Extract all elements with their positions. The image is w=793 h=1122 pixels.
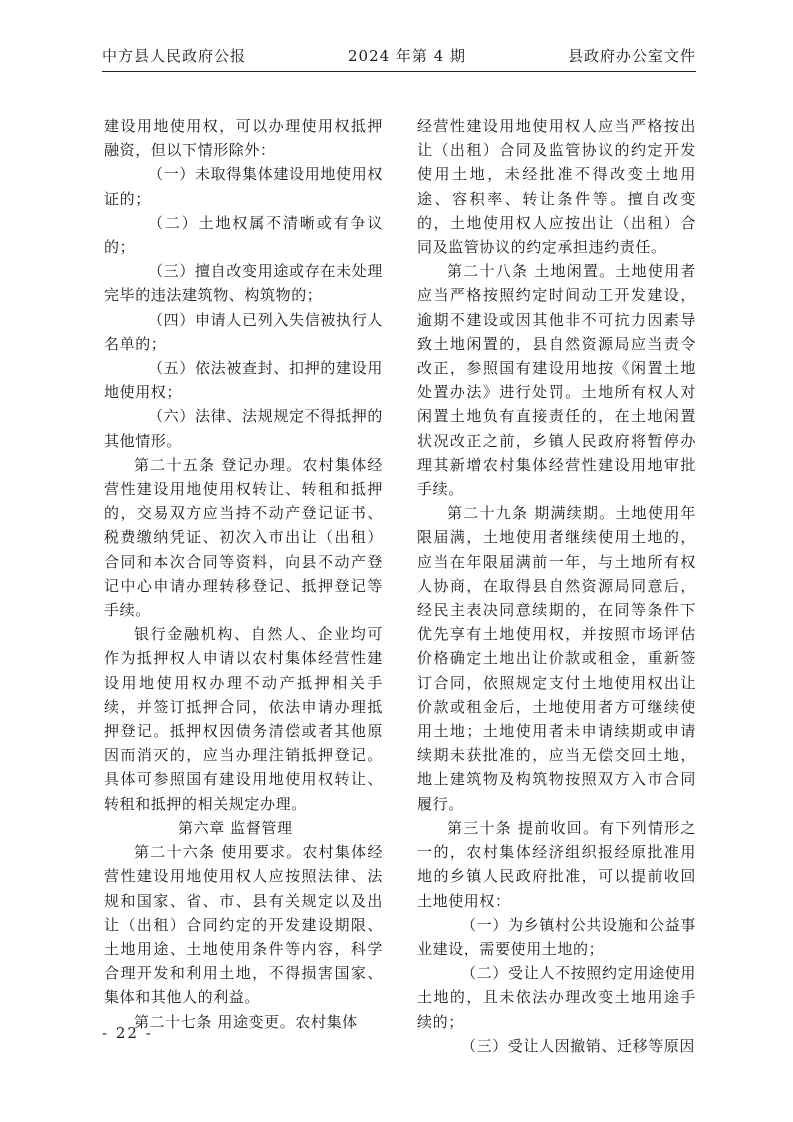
article-30: 第三十条 提前收回。有下列情形之一的，农村集体经济组织报经原批准用地的乡镇人民政府批准，可以提前收回土地使用权： [417, 818, 696, 910]
list-item: （二）受让人不按照约定用途使用土地的，且未依法办理改变土地用途手续的； [417, 964, 696, 1031]
header-section: 县政府办公室文件 [567, 46, 696, 65]
list-item: （三）受让人因撤销、迁移等原因 [461, 1036, 696, 1055]
chapter-heading: 第六章 监督管理 [178, 818, 293, 837]
paragraph: 经营性建设用地使用权人应当严格按出让（出租）合同及监管协议的约定开发使用土地，未经批准不得改变土地用途、容积率、转让条件等。擅自改变的，土地使用权人应按出让（出租）合同及监管协议的约定承担违约责任。 [417, 117, 696, 257]
list-item: （一）未取得集体建设用地使用权证的； [104, 165, 383, 208]
article-29: 第二十九条 期满续期。土地使用年限届满，土地使用者继续使用土地的，应当在年限届满前一年，与土地所有权人协商，在取得县自然资源局同意后，经民主表决同意续期的，在同等条件下优先享有土地使用权，并按照市场评估价格确定土地出让价款或租金，重新签订合同，依照规定支付土地使用权出让价款或租金后，土地使用者方可继续使用土地；土地使用者未申请续期或申请续期未获批准的，应当无偿交回土地，地上建筑物及构筑物按照双方入市合同履行。 [417, 504, 696, 813]
list-item: （六）法律、法规规定不得抵押的其他情形。 [104, 407, 383, 450]
header-issue: 2024 年第 4 期 [347, 46, 467, 65]
header-divider [102, 71, 696, 72]
header-publication: 中方县人民政府公报 [102, 46, 247, 65]
list-item: （三）擅自改变用途或存在未处理完毕的违法建筑物、构筑物的； [104, 262, 383, 305]
list-item: （五）依法被查封、扣押的建设用地使用权； [104, 359, 383, 402]
list-item: （二）土地权属不清晰或有争议的； [104, 213, 383, 257]
list-item: （一）为乡镇村公共设施和公益事业建设，需要使用土地的； [417, 915, 696, 958]
right-column [417, 114, 696, 1058]
article-25: 第二十五条 登记办理。农村集体经营性建设用地使用权转让、转租和抵押的，交易双方应当持不动产登记证书、税费缴纳凭证、初次入市出让（出租）合同和本次合同等资料，向县不动产登记中心申请办理转移登记、抵押登记等手续。 [104, 455, 383, 620]
paragraph: 银行金融机构、自然人、企业均可作为抵押权人申请以农村集体经营性建设用地使用权办理不动产抵押相关手续，并签订抵押合同，依法申请办理抵押登记。抵押权因债务清偿或者其他原因而消灭的，应当办理注销抵押登记。具体可参照国有建设用地使用权转让、转租和抵押的相关规定办理。 [104, 625, 383, 813]
article-26: 第二十六条 使用要求。农村集体经营性建设用地使用权人应按照法律、法规和国家、省、市、县有关规定以及出让（出租）合同约定的开发建设期限、土地用途、土地使用条件等内容，科学合理开发和利用土地，不得损害国家、集体和其他人的利益。 [104, 843, 383, 1007]
left-column [104, 114, 383, 1034]
article-27: 第二十七条 用途变更。农村集体 [134, 1012, 358, 1031]
page-number: - 22 - [102, 1024, 153, 1042]
paragraph: 建设用地使用权，可以办理使用权抵押融资，但以下情形除外： [104, 117, 383, 160]
list-item: （四）申请人已列入失信被执行人名单的； [104, 310, 383, 353]
article-28: 第二十八条 土地闲置。土地使用者应当严格按照约定时间动工开发建设，逾期不建设或因其他非不可抗力因素导致土地闲置的，县自然资源局应当责令改正，参照国有建设用地按《闲置土地处置办法》进行处罚。土地所有权人对闲置土地负有直接责任的，在土地闲置状况改正之前，乡镇人民政府将暂停办理其新增农村集体经营性建设用地审批手续。 [417, 262, 696, 499]
page-header [102, 42, 696, 68]
